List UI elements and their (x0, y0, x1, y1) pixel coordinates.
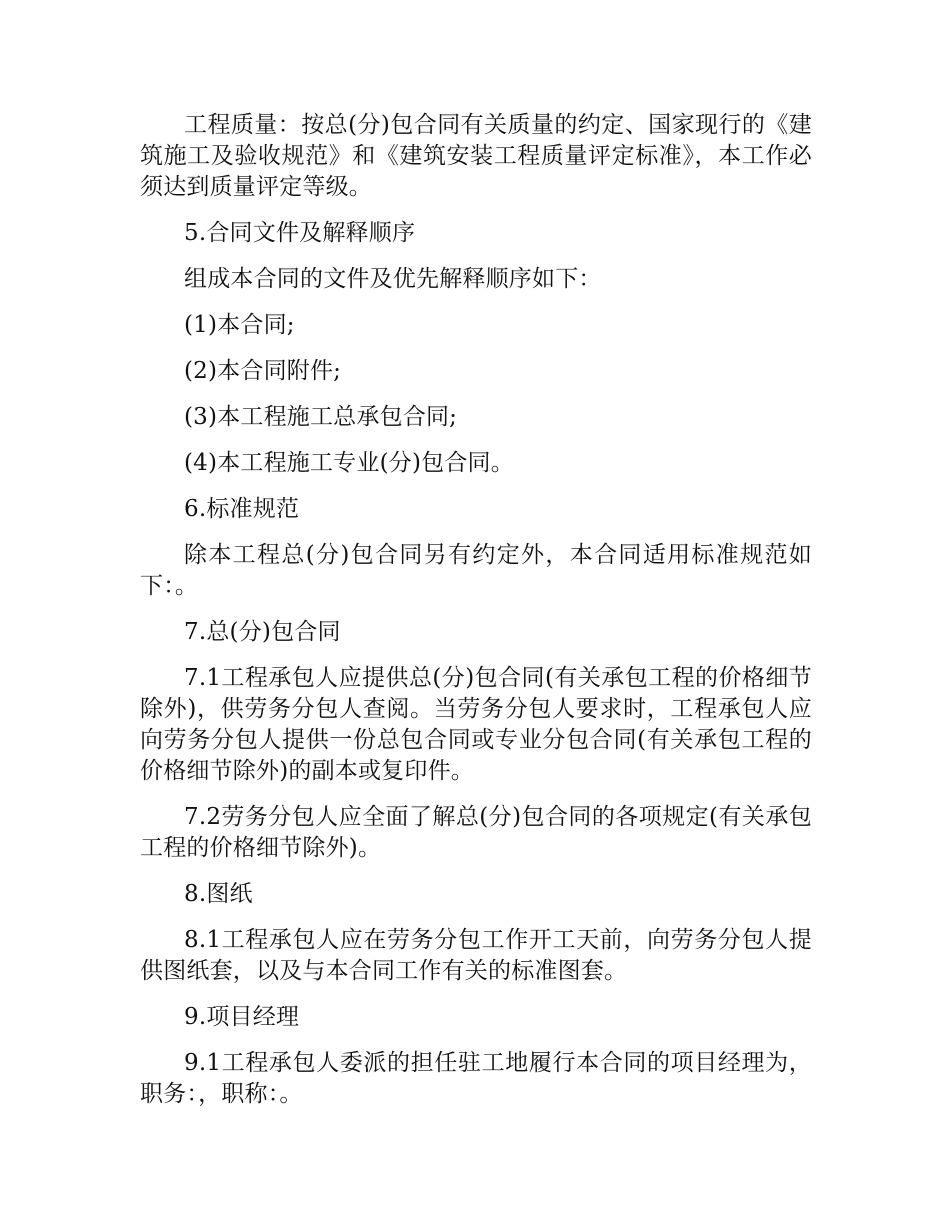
paragraph-7-1: 7.1工程承包人应提供总(分)包合同(有关承包工程的价格细节除外)，供劳务分包人查阅。当劳务分包人要求时，工程承包人应向劳务分包人提供一份总包合同或专业分包合同(有关承包工程的价格细节除外)的副本或复印件。 (140, 665, 812, 784)
section-heading-7: 7.总(分)包合同 (184, 619, 341, 645)
section-heading-6: 6.标准规范 (184, 496, 300, 522)
document-body (140, 110, 812, 1125)
list-item-3: (3)本工程施工总承包合同; (184, 404, 458, 430)
section-heading-9: 9.项目经理 (184, 1004, 300, 1030)
section-heading-5: 5.合同文件及解释顺序 (184, 220, 416, 246)
paragraph-9-1: 9.1工程承包人委派的担任驻工地履行本合同的项目经理为，职务：，职称：。 (140, 1050, 812, 1107)
section-heading-8: 8.图纸 (184, 881, 253, 907)
list-item-1: (1)本合同; (184, 312, 295, 338)
paragraph-8-1: 8.1工程承包人应在劳务分包工作开工天前，向劳务分包人提供图纸套，以及与本合同工作有关的标准图套。 (140, 927, 812, 984)
paragraph-7-2: 7.2劳务分包人应全面了解总(分)包合同的各项规定(有关承包工程的价格细节除外)。 (140, 804, 812, 861)
paragraph-quality: 工程质量：按总(分)包合同有关质量的约定、国家现行的《建筑施工及验收规范》和《建筑安装工程质量评定标准》，本工作必须达到质量评定等级。 (140, 112, 812, 200)
paragraph-standards: 除本工程总(分)包合同另有约定外，本合同适用标准规范如下：。 (140, 542, 812, 599)
list-item-2: (2)本合同附件; (184, 358, 342, 384)
paragraph-order-intro: 组成本合同的文件及优先解释顺序如下： (184, 266, 602, 292)
list-item-4: (4)本工程施工专业(分)包合同。 (184, 450, 514, 476)
